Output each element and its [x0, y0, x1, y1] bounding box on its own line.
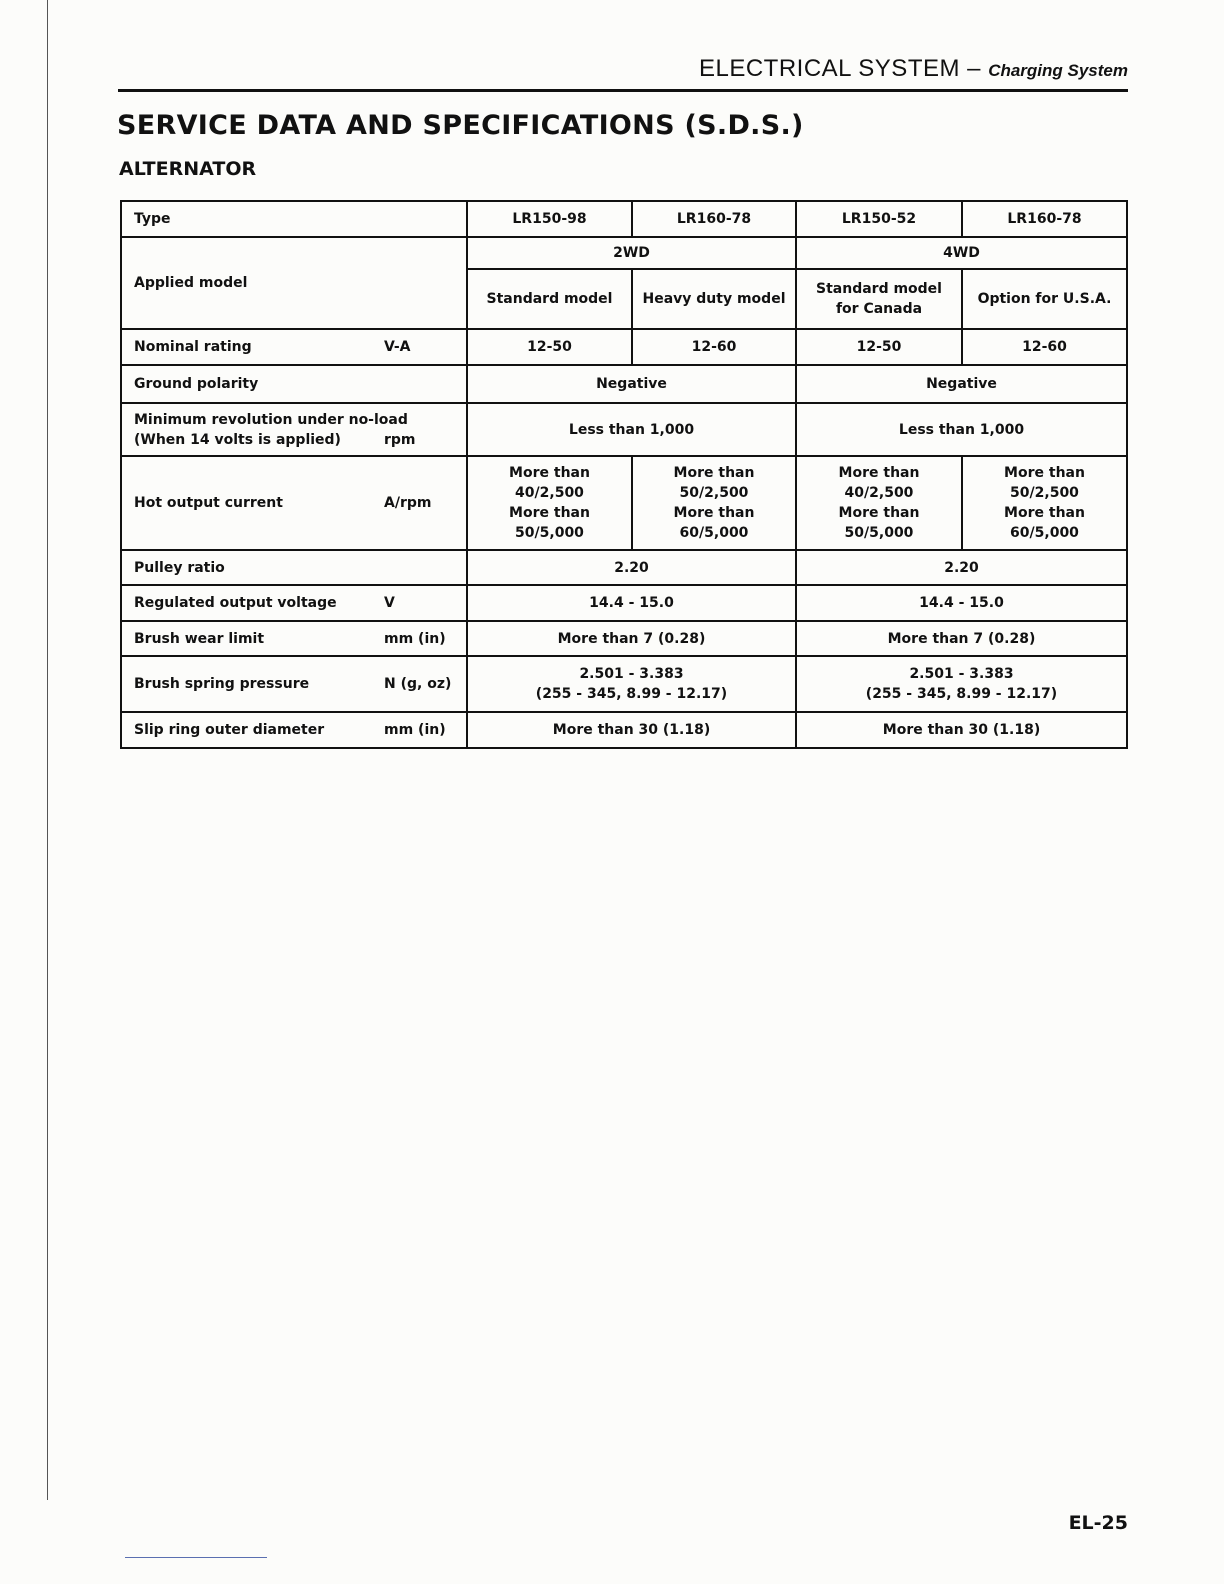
hot-cell	[632, 456, 796, 550]
table-row-brush-wear	[121, 621, 1127, 656]
ground-value: Negative	[467, 365, 796, 403]
brush-spring-line: 2.501 - 3.383	[909, 666, 1014, 682]
table-row-ground	[121, 365, 1127, 403]
minrev-label-2: (When 14 volts is applied)	[134, 431, 341, 448]
table-row-nominal	[121, 329, 1127, 365]
table-row-pulley	[121, 550, 1127, 585]
brush-wear-label: Brush wear limit	[134, 630, 265, 647]
hot-line: 50/2,500	[679, 485, 749, 501]
header-dash: –	[967, 55, 982, 82]
hot-line: More than	[1004, 465, 1085, 481]
hot-line: More than	[1004, 505, 1085, 521]
brush-spring-line: (255 - 345, 8.99 - 12.17)	[865, 686, 1058, 702]
binding-margin-line	[47, 0, 48, 1500]
running-header	[118, 55, 1128, 83]
nominal-label: Nominal rating	[134, 339, 252, 355]
minrev-value: Less than 1,000	[467, 403, 796, 456]
type-cell: LR160-78	[962, 201, 1127, 237]
table-row-slip-ring	[121, 712, 1127, 748]
regulated-value: 14.4 - 15.0	[796, 585, 1127, 621]
type-label: Type	[121, 201, 467, 237]
hot-line: 60/5,000	[679, 525, 749, 541]
hot-line: More than	[509, 505, 590, 521]
regulated-value: 14.4 - 15.0	[467, 585, 796, 621]
page-title: SERVICE DATA AND SPECIFICATIONS (S.D.S.)	[117, 110, 804, 141]
table-row-applied-group	[121, 237, 1127, 269]
nominal-value: 12-50	[467, 329, 632, 365]
hot-line: 60/5,000	[1010, 525, 1079, 541]
section-title: ALTERNATOR	[119, 158, 257, 180]
ground-value: Negative	[796, 365, 1127, 403]
model-cell: Heavy duty model	[632, 269, 796, 329]
pulley-label: Pulley ratio	[121, 550, 467, 585]
slip-ring-value: More than 30 (1.18)	[467, 712, 796, 748]
table-row-minrev	[121, 403, 1127, 456]
regulated-unit: V	[384, 595, 395, 611]
hot-line: More than	[673, 505, 755, 521]
brush-wear-value: More than 7 (0.28)	[467, 621, 796, 656]
hot-line: More than	[509, 465, 590, 481]
hot-cell	[467, 456, 632, 550]
header-subsection: Charging System	[988, 61, 1128, 80]
hot-unit: A/rpm	[384, 495, 432, 511]
hot-line: 40/2,500	[515, 485, 584, 501]
brush-wear-unit: mm (in)	[384, 630, 446, 647]
alternator-spec-table	[120, 200, 1128, 749]
header-section: ELECTRICAL SYSTEM	[698, 55, 960, 82]
brush-wear-value: More than 7 (0.28)	[796, 621, 1127, 656]
minrev-value: Less than 1,000	[796, 403, 1127, 456]
brush-spring-label: Brush spring pressure	[134, 676, 310, 692]
ground-label: Ground polarity	[121, 365, 467, 403]
hot-cell	[962, 456, 1127, 550]
hot-line: 50/2,500	[1010, 485, 1079, 501]
model-cell: Standard model for Canada	[796, 269, 962, 329]
group-2wd: 2WD	[467, 237, 796, 269]
table-row-brush-spring	[121, 656, 1127, 712]
hot-line: More than	[673, 465, 755, 481]
minrev-label-1: Minimum revolution under no-load	[134, 411, 408, 428]
hot-line: 40/2,500	[844, 485, 914, 501]
type-cell: LR150-98	[467, 201, 632, 237]
type-cell: LR160-78	[632, 201, 796, 237]
brush-spring-value	[467, 656, 796, 712]
hot-line: More than	[838, 505, 920, 521]
hot-line: 50/5,000	[515, 525, 584, 541]
footer-rule	[125, 1557, 267, 1558]
nominal-value: 12-50	[796, 329, 962, 365]
applied-model-label: Applied model	[121, 237, 467, 329]
model-cell: Standard model	[467, 269, 632, 329]
nominal-value: 12-60	[632, 329, 796, 365]
table-row-hot-output	[121, 456, 1127, 550]
brush-spring-value	[796, 656, 1127, 712]
table-row-type	[121, 201, 1127, 237]
type-cell: LR150-52	[796, 201, 962, 237]
table-row-regulated	[121, 585, 1127, 621]
brush-spring-line: (255 - 345, 8.99 - 12.17)	[535, 686, 728, 702]
header-rule	[118, 89, 1128, 92]
hot-line: More than	[838, 465, 920, 481]
brush-spring-line: 2.501 - 3.383	[579, 666, 684, 682]
slip-ring-unit: mm (in)	[384, 722, 446, 738]
hot-label: Hot output current	[134, 495, 283, 511]
slip-ring-label: Slip ring outer diameter	[134, 722, 325, 738]
nominal-unit: V-A	[384, 339, 411, 355]
regulated-label: Regulated output voltage	[134, 595, 337, 611]
model-cell: Option for U.S.A.	[962, 269, 1127, 329]
brush-spring-unit: N (g, oz)	[384, 676, 452, 692]
minrev-unit: rpm	[384, 431, 416, 448]
page-number: EL-25	[1068, 1512, 1128, 1534]
pulley-value: 2.20	[467, 550, 796, 585]
slip-ring-value: More than 30 (1.18)	[796, 712, 1127, 748]
pulley-value: 2.20	[796, 550, 1127, 585]
hot-line: 50/5,000	[844, 525, 914, 541]
hot-cell	[796, 456, 962, 550]
nominal-value: 12-60	[962, 329, 1127, 365]
group-4wd: 4WD	[796, 237, 1127, 269]
